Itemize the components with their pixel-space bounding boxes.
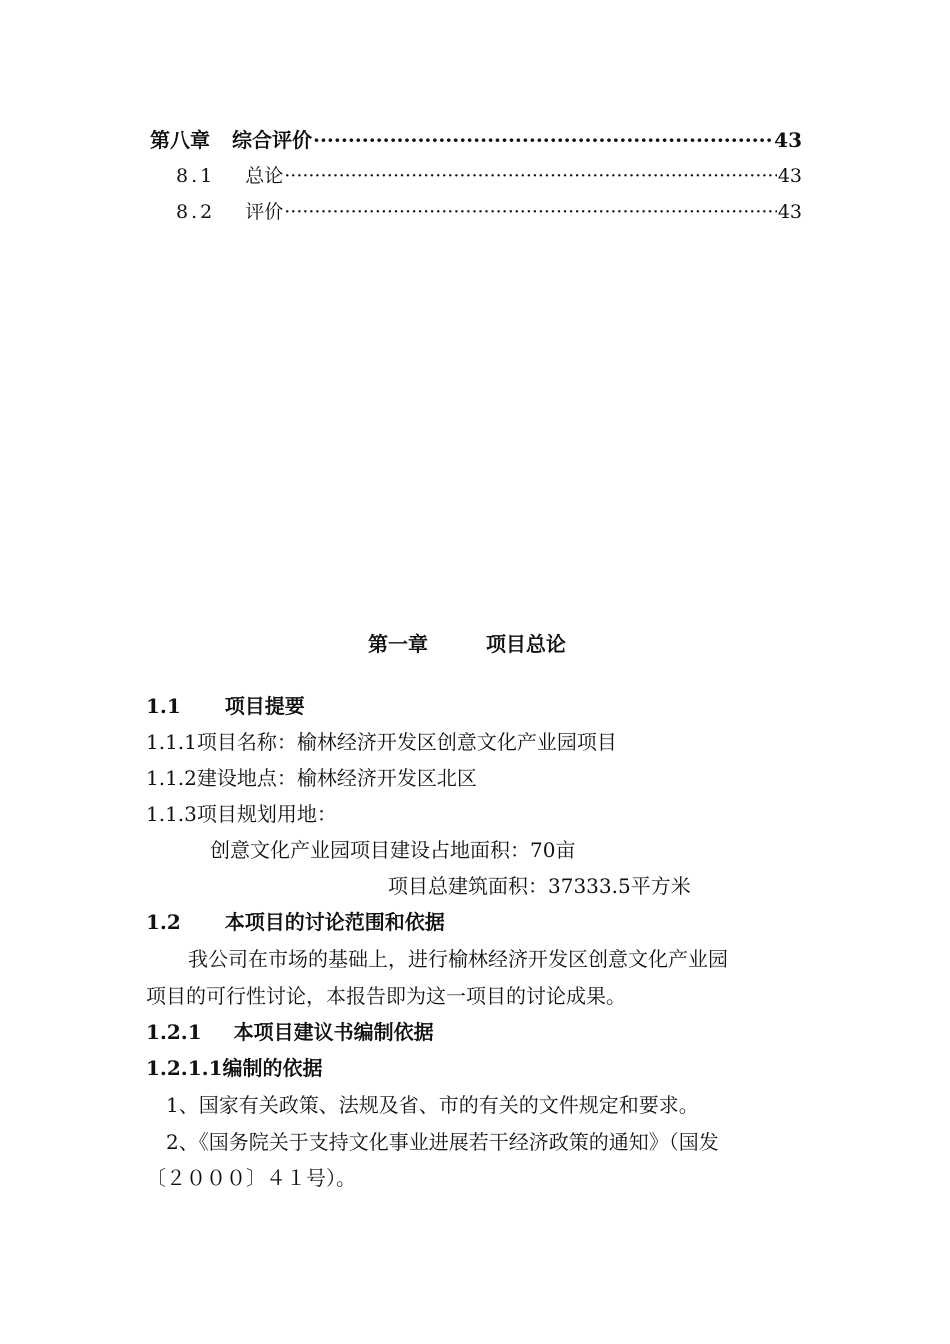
section-heading-1-2-1 xyxy=(146,1016,434,1045)
paragraph-line: 我公司在市场的基础上，进行榆林经济开发区创意文化产业园 xyxy=(188,947,728,971)
section-heading-1-2-1-1: 1.2.1.1编制的依据 xyxy=(146,1056,323,1080)
toc-item-number: 8.1 xyxy=(176,165,216,187)
paragraph-line: 项目的可行性讨论，本报告即为这一项目的讨论成果。 xyxy=(146,984,626,1008)
section-number: 1.1 xyxy=(146,694,181,718)
toc-page-number: 43 xyxy=(777,165,802,187)
toc-chapter-title: 综合评价 xyxy=(232,128,312,152)
project-name-line: 1.1.1项目名称：榆林经济开发区创意文化产业园项目 xyxy=(146,730,617,754)
chapter-heading xyxy=(368,628,566,657)
toc-item-8-1[interactable] xyxy=(176,161,802,188)
toc-item-number: 8.2 xyxy=(176,201,216,223)
section-title: 本项目的讨论范围和依据 xyxy=(224,910,445,934)
toc-item-8-2[interactable] xyxy=(176,197,802,224)
toc-item-title: 评价 xyxy=(245,201,284,223)
toc-chapter-number: 第八章 xyxy=(150,128,210,152)
toc-item-title: 总论 xyxy=(245,165,284,187)
chapter-title: 项目总论 xyxy=(485,632,566,656)
toc-leader-dots xyxy=(284,201,777,223)
toc-leader-dots xyxy=(284,165,777,187)
land-use-heading: 1.1.3项目规划用地： xyxy=(146,802,337,826)
toc-chapter-8[interactable] xyxy=(150,124,802,153)
section-heading-1-2 xyxy=(146,906,445,935)
toc-page-number: 43 xyxy=(774,128,802,152)
section-number: 1.2.1 xyxy=(146,1020,202,1044)
basis-item-2: 2、《国务院关于支持文化事业进展若干经济政策的通知》（国发 xyxy=(166,1130,719,1154)
section-title: 项目提要 xyxy=(224,694,305,718)
land-area-line: 创意文化产业园项目建设占地面积：70亩 xyxy=(210,838,576,862)
toc-leader-dots xyxy=(313,128,773,152)
section-number: 1.2 xyxy=(146,910,181,934)
project-location-line: 1.1.2建设地点：榆林经济开发区北区 xyxy=(146,766,477,790)
toc-page-number: 43 xyxy=(777,201,802,223)
chapter-number: 第一章 xyxy=(368,632,428,656)
building-area-line: 项目总建筑面积：37333.5平方米 xyxy=(388,874,691,898)
section-heading-1-1 xyxy=(146,690,305,719)
section-title: 本项目建议书编制依据 xyxy=(233,1020,434,1044)
basis-item-2-cont: 〔２０００〕４１号）。 xyxy=(146,1166,356,1190)
basis-item-1: 1、国家有关政策、法规及省、市的有关的文件规定和要求。 xyxy=(166,1093,699,1117)
